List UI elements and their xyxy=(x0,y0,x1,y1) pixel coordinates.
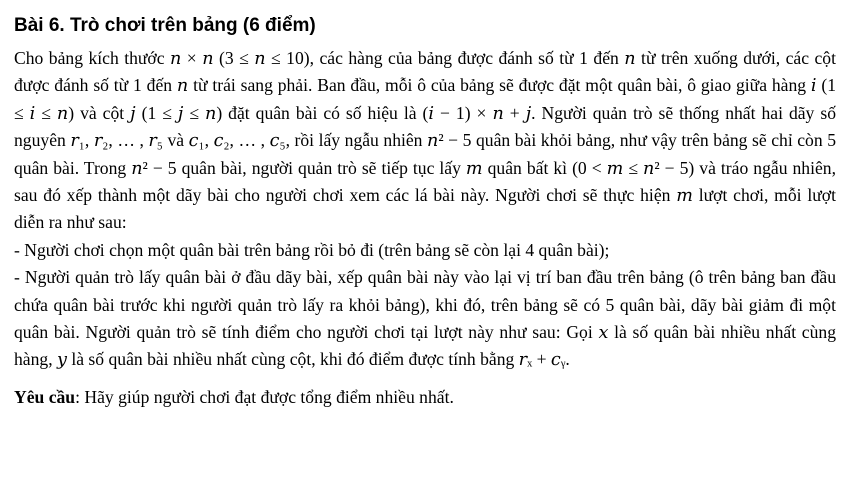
problem-title: Bài 6. Trò chơi trên bảng (6 điểm) xyxy=(14,15,316,36)
rule-step-2: - Người quản trò lấy quân bài ở đầu dãy bài, xếp quân bài này vào lại vị trí ban đầu trên bảng (ô trên bảng ban đầu chứa quân bài trước khi người quản trò lấy ra khỏi bảng), khi đó, trên bảng sẽ có 5 quân bài, dãy bài giảm đi một quân bài. Người quản trò sẽ tính điểm cho người chơi tại lượt này như sau: Gọi 𝑥 là số quân bài nhiều nhất cùng hàng, 𝑦 là số quân bài nhiều nhất cùng cột, khi đó điểm được tính bằng 𝑟ₓ + 𝑐ᵧ. xyxy=(14,267,836,370)
requirement-text: : Hãy giúp người chơi đạt được tổng điểm nhiều nhất. xyxy=(75,386,454,407)
problem-statement xyxy=(14,14,836,411)
rule-step-1: - Người chơi chọn một quân bài trên bảng rồi bỏ đi (trên bảng sẽ còn lại 4 quân bài); xyxy=(14,239,610,260)
problem-description: Cho bảng kích thước 𝑛 × 𝑛 (3 ≤ 𝑛 ≤ 10), các hàng của bảng được đánh số từ 1 đến 𝑛 từ trên xuống dưới, các cột được đánh số từ 1 đến 𝑛 từ trái sang phải. Ban đầu, mỗi ô của bảng sẽ được đặt một quân bài, ô giao giữa hàng 𝑖 (1 ≤ 𝑖 ≤ 𝑛) và cột 𝑗 (1 ≤ 𝑗 ≤ 𝑛) đặt quân bài có số hiệu là (𝑖 − 1) × 𝑛 + 𝑗. Người quản trò sẽ thống nhất hai dãy số nguyên 𝑟₁, 𝑟₂, … , 𝑟₅ và 𝑐₁, 𝑐₂, … , 𝑐₅, rồi lấy ngẫu nhiên 𝑛² − 5 quân bài khỏi bảng, như vậy trên bảng sẽ chỉ còn 5 quân bài. Trong 𝑛² − 5 quân bài, người quản trò sẽ tiếp tục lấy 𝑚 quân bất kì (0 < 𝑚 ≤ 𝑛² − 5) và tráo ngẫu nhiên, sau đó xếp thành một dãy bài cho người chơi xem các lá bài này. Người chơi sẽ thực hiện 𝑚 lượt chơi, mỗi lượt diễn ra như sau: xyxy=(14,48,836,233)
requirement-label: Yêu cầu xyxy=(14,386,76,407)
requirement xyxy=(14,384,836,411)
